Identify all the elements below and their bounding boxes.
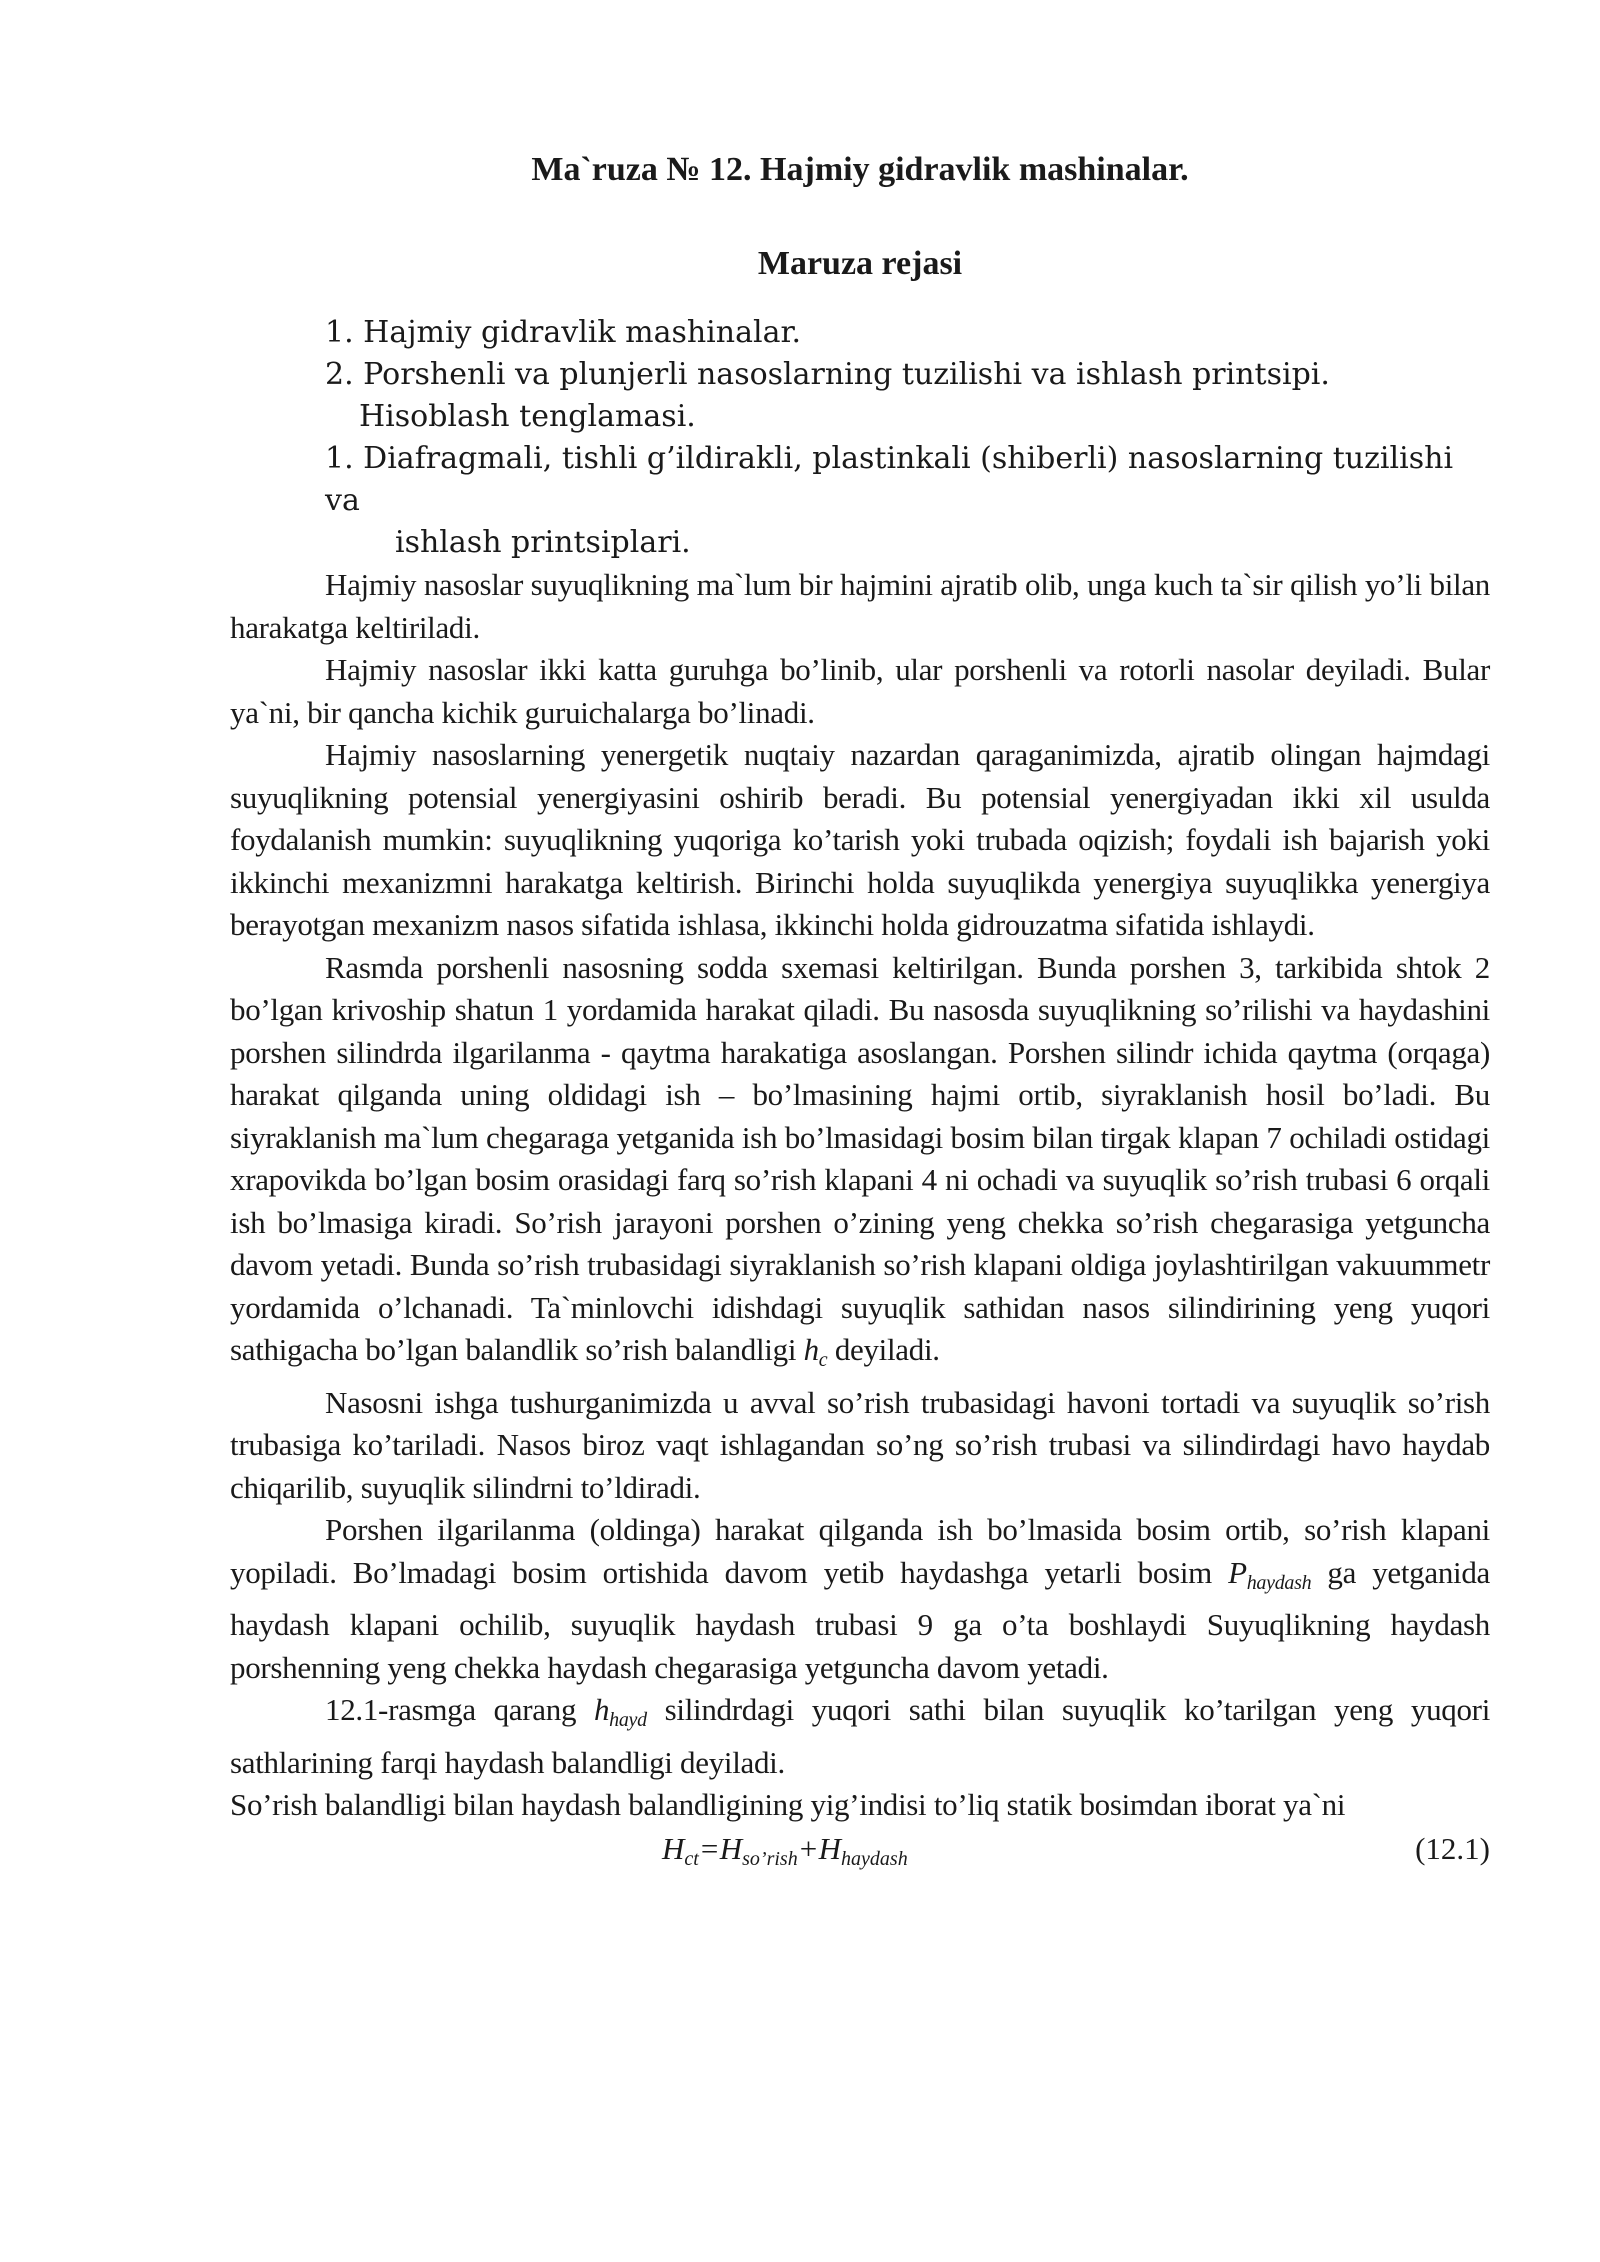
body-paragraph: Hajmiy nasoslar ikki katta guruhga bo’linib, ular porshenli va rotorli nasolar deyiladi. Bular ya`ni, bir qancha kichik guruichalarga bo’linadi. — [230, 652, 1490, 730]
body-paragraph: Hajmiy nasoslarning yenergetik nuqtaiy nazardan qaraganimizda, ajratib olingan hajmdagi suyuqlikning potensial yenergiyasini oshirib beradi. Bu potensial yenergiyadan ikki xil usulda foydalanish mumkin: suyuqlikning yuqoriga ko’tarish yoki trubada oqizish; foydali ish bajarish yoki ikkinchi mexanizmni harakatga keltirish. Birinchi holda suyuqlikda yenergiya suyuqlikka yenergiya berayotgan mexanizm nasos sifatida ishlasa, ikkinchi holda gidrouzatma sifatida ishlaydi. — [230, 737, 1490, 942]
math-variable: h — [593, 1692, 610, 1727]
paragraph-text: Rasmda porshenli nasosning sodda sxemasi keltirilgan. Bunda porshen 3, tarkibida shtok 2 bo’lgan krivoship shatun 1 yordamida harakat qiladi. Bu nasosda suyuqlikning so’rilishi va haydashini porshen silindrda ilgarilanma - qaytma harakatiga asoslangan. Porshen silindr ichida qaytma (orqaga) harakat qilganda uning oldidagi ish – bo’lmasining hajmi ortib, siyraklanish hosil bo’ladi. Bu siyraklanish ma`lum chegaraga yetganida ish bo’lmasidagi bosim bilan tirgak klapan 7 ochiladi ostidagi xrapovikda bo’lgan bosim orasidagi farq so’rish klapani 4 ni ochadi va suyuqlik so’rish trubasi 6 orqali ish bo’lmasiga kiradi. So’rish jarayoni porshen o’zining yeng chekka so’rish chegarasiga yetguncha davom yetadi. Bunda so’rish trubasidagi siyraklanish so’rish klapani oldiga joylashtirilgan vakuummetr yordamida o’lchanadi. Ta`minlovchi idishdagi suyuqlik sathidan nasos silindirining yeng yuqori sathigacha bo’lgan balandlik so’rish balandligi — [230, 949, 1490, 1367]
paragraph-text: ga yetganida haydash klapani ochilib, suyuqlik haydash trubasi 9 ga o’ta boshlaydi Suyuqlikning haydash porshenning yeng chekka haydash chegarasiga yetguncha davom yetadi. — [230, 1554, 1490, 1685]
equation — [662, 1827, 908, 1881]
plan-item-continuation: ishlash printsiplari. — [395, 525, 691, 560]
plan-item-continuation: va — [325, 483, 360, 518]
body-paragraph — [230, 1689, 1490, 1784]
body-paragraph: Nasosni ishga tushurganimizda u avval so’rish trubasidagi havoni tortadi va suyuqlik so’rish trubasiga ko’tariladi. Nasos biroz vaqt ishlagandan so’ng so’rish trubasi va silindirdagi havo haydab chiqarilib, suyuqlik silindrni to’ldiradi. — [230, 1384, 1490, 1505]
math-subscript: ct — [684, 1847, 699, 1870]
paragraph-text: 12.1-rasmga qarang — [325, 1692, 594, 1727]
paragraph-text: silindrdagi yuqori sathi bilan suyuqlik ko’tarilgan yeng yuqori sathlarining farqi haydash balandligi deyiladi. — [230, 1692, 1491, 1780]
plan-item: 1. Diafragmali, tishli g’ildirakli, plastinkali (shiberli) nasoslarning tuzilishi — [325, 441, 1454, 476]
document-page — [230, 150, 1490, 1871]
math-variable: H — [662, 1830, 685, 1866]
math-subscript: hayd — [609, 1709, 647, 1731]
paragraph-text: Porshen ilgarilanma (oldinga) harakat qilganda ish bo’lmasida bosim ortib, so’rish klapani yopiladi. Bo’lmadagi bosim ortishida davom yetib haydashga yetarli bosim — [230, 1512, 1490, 1590]
math-subscript: haydash — [841, 1847, 908, 1870]
math-operator: + — [797, 1830, 819, 1866]
math-variable: H — [818, 1830, 842, 1866]
body-paragraph — [230, 1509, 1490, 1689]
math-variable: h — [803, 1332, 819, 1367]
plan-heading: Maruza rejasi — [757, 245, 963, 282]
body-paragraph — [230, 947, 1490, 1382]
math-variable: P — [1228, 1554, 1247, 1590]
body-paragraph: So’rish balandligi bilan haydash balandligining yig’indisi to’liq statik bosimdan iborat ya`ni — [230, 1787, 1346, 1822]
lecture-title: Ma`ruza № 12. Hajmiy gidravlik mashinalar. — [531, 151, 1189, 188]
math-subscript: so’rish — [742, 1847, 798, 1870]
plan-item: 1. Hajmiy gidravlik mashinalar. — [325, 315, 802, 350]
equation-line — [230, 1827, 1490, 1871]
math-variable: H — [719, 1830, 743, 1866]
lecture-plan — [230, 312, 1490, 564]
paragraph-text: deyiladi. — [827, 1332, 940, 1367]
equation-number: (12.1) — [1415, 1830, 1490, 1866]
math-subscript: c — [818, 1349, 828, 1371]
math-operator: = — [698, 1830, 720, 1866]
plan-item-continuation: Hisoblash tenglamasi. — [359, 399, 696, 434]
plan-item: 2. Porshenli va plunjerli nasoslarning tuzilishi va ishlash printsipi. — [325, 357, 1330, 392]
body-paragraph: Hajmiy nasoslar suyuqlikning ma`lum bir hajmini ajratib olib, unga kuch ta`sir qilish yo’li bilan harakatga keltiriladi. — [230, 567, 1490, 645]
math-subscript: haydash — [1246, 1571, 1312, 1594]
